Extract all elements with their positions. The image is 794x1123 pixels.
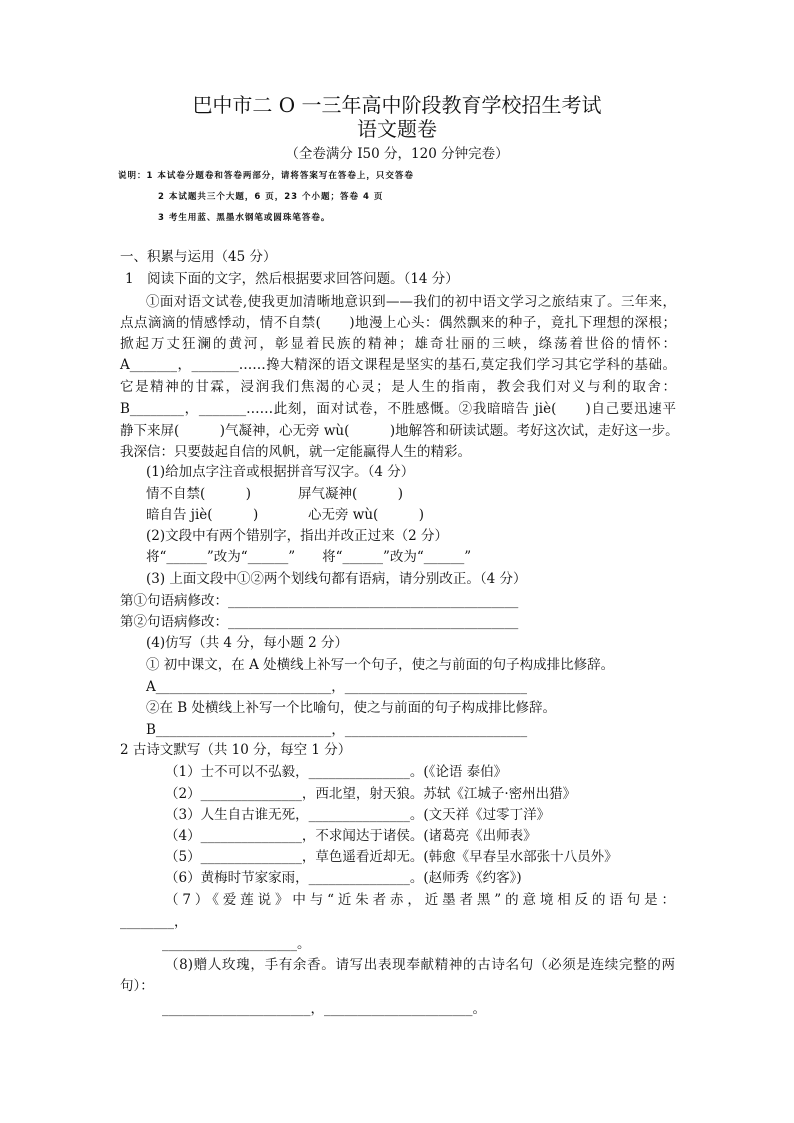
poetry-item: （6）黄梅时节家家雨，_______________。(赵师秀《约客》)	[165, 870, 522, 886]
passage-line: 掀起万丈狂澜的黄河，彰显着民族的精神；雄奇壮丽的三峡，绦荡着世俗的情怀：	[120, 336, 676, 352]
question-1-4-instruction: (4)仿写（共 4 分，每小题 2 分）	[146, 635, 348, 651]
passage-line: B________，_______……此刻，面对试卷，不胜感慨。②我暗暗告 jiè( )自己要迅速平	[120, 401, 676, 417]
passage-line: 它是精神的甘霖，浸润我们焦渴的心灵；是人生的指南，教会我们对义与利的取舍：	[120, 379, 676, 395]
question-1-3-instruction: (3) 上面文段中①②两个划线句都有语病，请分别改正。（4 分）	[146, 571, 527, 587]
imitation-a-instruction: ① 初中课文，在 A 处横线上补写一个句子，使之与前面的句子构成排比修辞。	[146, 657, 615, 673]
poetry-item-7-blank: ________，	[120, 914, 188, 930]
poetry-item-8-cont: 句）：	[120, 978, 154, 994]
imitation-b-line: B__________________________，___________________________	[146, 722, 528, 738]
pinyin-item: 心无旁 wù( )	[308, 507, 425, 523]
exam-note: 说明：1 本试卷分题卷和答卷两部分，请将答案写在答卷上，只交答卷	[118, 171, 414, 181]
poetry-item: （5）_______________，草色遥看近却无。(韩愈《早春呈水部张十八员外》	[165, 849, 618, 865]
question-1-2-instruction: (2)文段中有两个错别字，指出并改正过来（2 分）	[146, 528, 449, 544]
exam-subject-title: 语文题卷	[357, 117, 437, 141]
section-heading: 一、积累与运用（45 分）	[120, 249, 277, 265]
question-1-1-instruction: (1)给加点字注音或根据拼音写汉字。（4 分）	[146, 464, 415, 480]
question-1-heading: 1 阅读下面的文字，然后根据要求回答问题。（14 分）	[125, 271, 459, 287]
grammar-answer-line: 第②句语病修改：___________________________________________	[120, 614, 519, 630]
grammar-answer-line: 第①句语病修改：___________________________________________	[120, 593, 519, 609]
poetry-item-8: （8)赠人玫瑰，手有余香。请写出表现奉献精神的古诗名句（必须是连续完整的两	[165, 957, 675, 973]
imitation-a-line: A__________________________，___________________________	[146, 679, 527, 695]
pinyin-item: 屏气凝神( )	[298, 486, 404, 502]
passage-line: 静下来屏( )气凝神，心无旁 wù( )地解答和研读试题。考好这次试，走好这一步。	[120, 423, 679, 439]
typo-answer-line: 将“______”改为“______” 将“______”改为“______”	[146, 549, 472, 565]
passage-line: 点点滴滴的情感悸动，情不自禁( )地漫上心头：偶然飘来的种子，竟扎下理想的深根；	[120, 315, 676, 331]
poetry-item: （3）人生自古谁无死，_______________。(文天祥《过零丁洋》	[165, 807, 551, 823]
exam-subtitle: （全卷满分 I50 分，120 分钟完卷）	[285, 146, 509, 162]
exam-note: 2 本试题共三个大题，6 页，23 个小题；答卷 4 页	[158, 192, 384, 202]
question-2-heading: 2 古诗文默写（共 10 分，每空 1 分）	[120, 742, 352, 758]
passage-line: 我深信：只要鼓起自信的风帆，就一定能赢得人生的精彩。	[120, 444, 471, 460]
poetry-item-7: （7）《爱莲说》中与“近朱者赤，近墨者黑”的意境相反的语句是：	[165, 892, 675, 908]
pinyin-item: 情不自禁( )	[146, 486, 252, 502]
passage-line: ①面对语文试卷,使我更加清晰地意识到——我们的初中语文学习之旅结束了。三年来，	[146, 294, 676, 310]
imitation-b-instruction: ②在 B 处横线上补写一个比喻句，使之与前面的句子构成排比修辞。	[146, 700, 557, 716]
exam-title: 巴中市二 O 一三年高中阶段教育学校招生考试	[192, 93, 602, 117]
poetry-item: （4）_______________，不求闻达于诸侯。(诸葛亮《出师表》	[165, 828, 537, 844]
poetry-item: （2）_______________，西北望，射天狼。苏轼《江城子·密州出猎》	[165, 786, 577, 802]
passage-line: A_______，_______……搀大精深的语文课程是坚实的基石,莫定我们学习其它学科的基础。	[120, 357, 676, 373]
poetry-item-7-blank: ____________________。	[162, 936, 311, 952]
poetry-item: （1）士不可以不弘毅，_______________。(《论语 泰伯》	[165, 764, 508, 780]
pinyin-item: 暗自告 jiè( )	[146, 507, 259, 523]
poetry-item-8-blank: ______________________，______________________。	[162, 1001, 486, 1017]
exam-note: 3 考生用蓝、黑墨水钢笔或圆珠笔答卷。	[158, 213, 331, 223]
